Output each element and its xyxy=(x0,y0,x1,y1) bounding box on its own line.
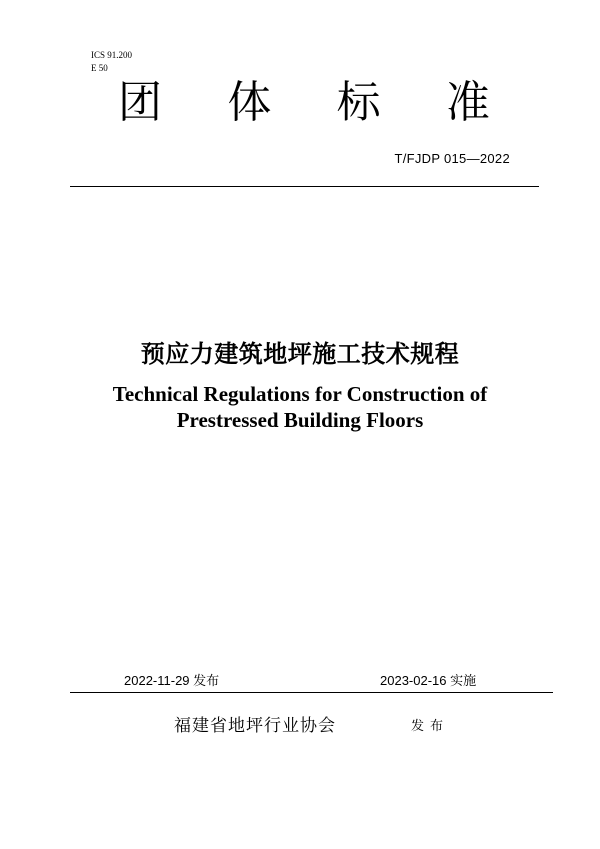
title-en-line-2: Prestressed Building Floors xyxy=(176,408,424,432)
title-char-4: 准 xyxy=(445,77,490,128)
document-title-cn: 预应力建筑地坪施工技术规程 xyxy=(140,340,460,368)
issuing-organization: 福建省地坪行业协会 xyxy=(174,716,336,736)
classification-codes xyxy=(91,49,132,75)
issue-label: 发布 xyxy=(411,719,450,734)
implement-date: 2023-02-16 实施 xyxy=(380,673,477,688)
ics-code: ICS 91.200 xyxy=(91,50,133,60)
publish-date: 2022-11-29 发布 xyxy=(124,673,220,688)
category-code: E 50 xyxy=(91,63,108,73)
title-char-2: 体 xyxy=(227,77,272,128)
standard-type-title xyxy=(118,76,490,130)
header-divider xyxy=(70,186,539,187)
title-char-1: 团 xyxy=(118,77,162,128)
title-char-3: 标 xyxy=(336,77,381,128)
standard-number: T/FJDP 015—2022 xyxy=(394,151,510,166)
footer-divider xyxy=(70,692,553,693)
document-title-en xyxy=(0,381,600,433)
title-en-line-1: Technical Regulations for Construction of xyxy=(112,382,488,406)
